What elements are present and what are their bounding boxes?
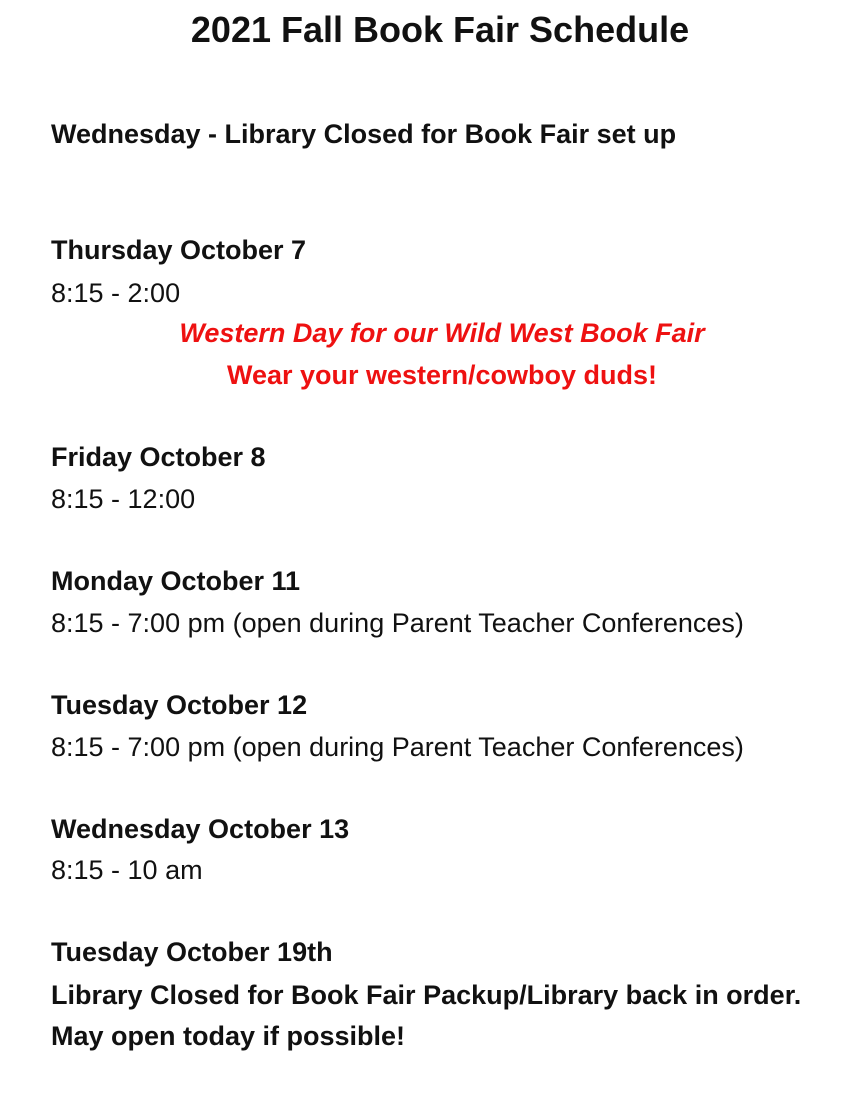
western-day-note: Western Day for our Wild West Book Fair bbox=[179, 318, 705, 348]
day-hours-monday: 8:15 - 7:00 pm (open during Parent Teacher Conferences) bbox=[51, 608, 744, 638]
page-title: 2021 Fall Book Fair Schedule bbox=[190, 9, 690, 50]
setup-day-notice: Wednesday - Library Closed for Book Fair set up bbox=[51, 119, 677, 149]
day-heading-friday: Friday October 8 bbox=[51, 442, 266, 472]
day-hours-wednesday: 8:15 - 10 am bbox=[51, 855, 203, 885]
day-hours-tuesday: 8:15 - 7:00 pm (open during Parent Teacher Conferences) bbox=[51, 732, 744, 762]
packup-closing-note: Library Closed for Book Fair Packup/Library back in order. May open today if possible! bbox=[51, 980, 802, 1051]
day-hours-thursday: 8:15 - 2:00 bbox=[51, 278, 181, 308]
day-hours-friday: 8:15 - 12:00 bbox=[51, 484, 196, 514]
western-dress-note: Wear your western/cowboy duds! bbox=[226, 360, 658, 390]
day-heading-packup: Tuesday October 19th bbox=[51, 937, 333, 967]
day-heading-thursday: Thursday October 7 bbox=[51, 235, 307, 265]
day-heading-tuesday: Tuesday October 12 bbox=[51, 690, 308, 720]
day-heading-wednesday: Wednesday October 13 bbox=[51, 814, 350, 844]
day-heading-monday: Monday October 11 bbox=[51, 566, 301, 596]
